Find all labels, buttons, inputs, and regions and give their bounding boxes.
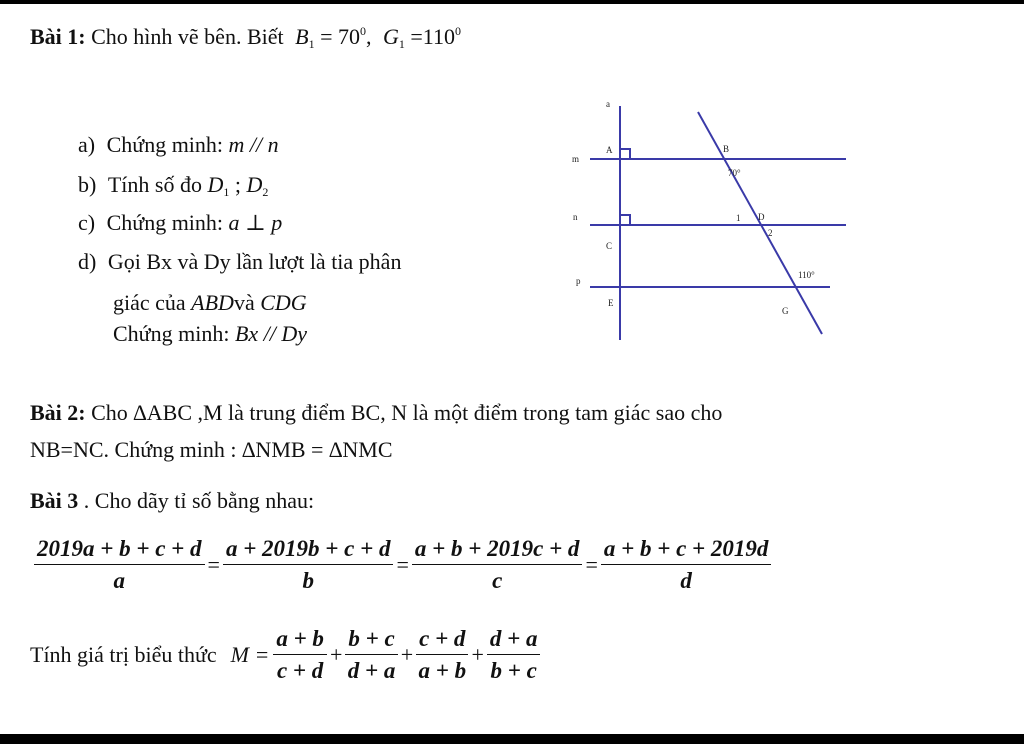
plus-sign: + — [329, 642, 343, 667]
bai1-item-a — [78, 132, 279, 158]
expression-text: Tính giá trị biểu thức — [30, 642, 217, 667]
label-110deg: 110° — [798, 270, 815, 280]
g1-symbol: G — [382, 24, 399, 49]
item-c-prefix: c) — [78, 210, 96, 235]
fraction-numerator: 2019a + b + c + d — [34, 536, 205, 565]
ratio-fraction-3 — [412, 536, 583, 594]
item-a-prefix: a) — [78, 132, 96, 157]
fraction-denominator: b + c — [490, 658, 537, 683]
g1-degree: 0 — [454, 24, 461, 38]
fraction-denominator: c — [492, 568, 503, 593]
bai3-intro: . Cho dãy tỉ số bằng nhau: — [83, 488, 315, 513]
plus-sign: + — [471, 642, 484, 667]
item-d-prefix: d) — [78, 249, 97, 274]
angle-cdg: CDG — [260, 290, 307, 315]
bai3-header — [30, 488, 314, 514]
b1-subscript: 1 — [308, 37, 315, 51]
ratio-fraction-1 — [34, 536, 205, 594]
label-B: B — [723, 144, 730, 154]
label-G: G — [782, 306, 789, 316]
comma: , — [365, 24, 372, 49]
b1-symbol: B — [295, 24, 309, 49]
label-a: a — [606, 99, 610, 109]
fraction-denominator: a — [113, 568, 126, 593]
fraction-denominator: d — [680, 568, 692, 593]
figure-labels — [572, 99, 815, 316]
geometry-figure — [560, 94, 860, 354]
separator: ; — [229, 172, 247, 197]
item-c-math: a ⊥ p — [228, 210, 283, 235]
transversal — [698, 112, 822, 334]
d1-subscript: 1 — [223, 185, 230, 199]
right-angle-mark-m — [620, 149, 630, 159]
label-C: C — [606, 241, 613, 251]
bai2-line2 — [30, 437, 393, 463]
fraction-numerator: d + a — [487, 626, 541, 655]
fraction-numerator: a + b + c + 2019d — [601, 536, 772, 565]
right-angle-mark-n — [620, 215, 630, 225]
d1-symbol: D — [207, 172, 224, 197]
expr-fraction-3 — [416, 626, 468, 684]
angle-abd: ABD — [191, 290, 234, 315]
expression-row — [30, 626, 540, 684]
equals-sign: = — [207, 552, 220, 577]
label-p: p — [576, 276, 581, 286]
bai1-intro: Cho hình vẽ bên. Biết — [91, 24, 284, 49]
item-b-prefix: b) — [78, 172, 97, 197]
equals-sign: = — [585, 552, 598, 577]
label-A: A — [606, 145, 613, 155]
ratio-chain — [34, 536, 771, 594]
label-D: D — [758, 212, 765, 222]
fraction-denominator: a + b — [418, 658, 467, 683]
expr-fraction-4 — [487, 626, 541, 684]
ratio-fraction-4 — [601, 536, 772, 594]
bai2-label: Bài 2: — [30, 400, 86, 425]
bai2-text-line2: NB=NC. Chứng minh : ∆NMB = ∆NMC — [30, 437, 393, 462]
d2-subscript: 2 — [262, 185, 269, 199]
d-line2-text: giác của — [113, 290, 186, 315]
label-one: 1 — [736, 213, 741, 223]
b1-degree: 0 — [359, 24, 366, 38]
label-E: E — [608, 298, 614, 308]
ratio-fraction-2 — [223, 536, 394, 594]
d-line3-text: Chứng minh: — [113, 321, 230, 346]
g1-value: =110 — [410, 24, 455, 49]
bai1-item-b — [78, 172, 268, 200]
label-m: m — [572, 154, 580, 164]
bai1-item-d-line2 — [113, 290, 307, 316]
label-n: n — [573, 212, 578, 222]
equals-sign: = — [396, 552, 409, 577]
bai1-label: Bài 1: — [30, 24, 86, 49]
fraction-numerator: a + 2019b + c + d — [223, 536, 394, 565]
expr-fraction-2 — [345, 626, 397, 684]
d2-symbol: D — [246, 172, 263, 197]
fraction-numerator: c + d — [416, 626, 468, 655]
fraction-denominator: d + a — [347, 658, 396, 683]
bai1-item-d — [78, 249, 401, 275]
worksheet-page — [0, 4, 1024, 734]
expr-fraction-1 — [273, 626, 327, 684]
label-70deg: 70° — [728, 168, 741, 178]
item-c-text: Chứng minh: — [106, 210, 224, 235]
bai1-item-d-line3 — [113, 321, 307, 347]
b1-value: = 70 — [320, 24, 360, 49]
d-line3-math: Bx // Dy — [234, 321, 308, 346]
bai1-item-c — [78, 210, 282, 236]
bai2-text-line1: Cho ∆ABC ,M là trung điểm BC, N là một điểm trong tam giác sao cho — [91, 400, 723, 425]
fraction-numerator: b + c — [345, 626, 397, 655]
figure-lines — [590, 106, 846, 340]
fraction-denominator: c + d — [276, 658, 324, 683]
bai3-label: Bài 3 — [30, 488, 79, 513]
bai2-line1 — [30, 400, 722, 426]
label-two: 2 — [768, 228, 773, 238]
plus-sign: + — [400, 642, 414, 667]
bai1-header — [30, 24, 461, 52]
item-a-text: Chứng minh: — [106, 132, 224, 157]
fraction-numerator: a + b — [273, 626, 327, 655]
d-line2-and: và — [233, 290, 255, 315]
item-d-text: Gọi Bx và Dy lần lượt là tia phân — [107, 249, 402, 274]
item-a-math: m // n — [228, 132, 279, 157]
g1-subscript: 1 — [398, 37, 405, 51]
expression-lhs: M = — [230, 642, 270, 667]
item-b-text: Tính số đo — [107, 172, 202, 197]
fraction-numerator: a + b + 2019c + d — [412, 536, 583, 565]
fraction-denominator: b — [302, 568, 314, 593]
